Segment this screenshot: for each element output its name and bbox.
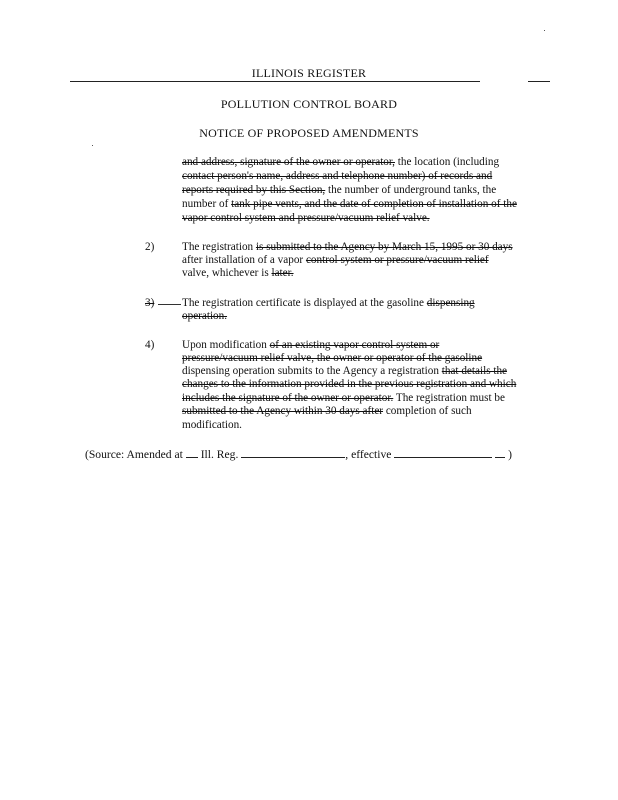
text: The registration must be — [393, 392, 505, 404]
item-4-line-2 — [182, 352, 482, 365]
page-blank — [241, 447, 345, 458]
item-2-line-1 — [182, 241, 513, 254]
text: The registration certificate is displayed at the gasoline — [182, 297, 427, 309]
source-close: ) — [508, 448, 513, 461]
item-2-line-3 — [182, 267, 294, 280]
struck-text: vapor control system and pressure/vacuum relief valve. — [182, 212, 430, 224]
item-4-line-3 — [182, 365, 507, 378]
text: dispensing operation submits to the Agency a registration — [182, 365, 442, 377]
continuation-line-1 — [182, 156, 499, 169]
item-3-number — [145, 297, 154, 310]
volume-blank — [186, 447, 198, 458]
item-4-line-6 — [182, 405, 472, 418]
source-effective: , effective — [345, 448, 392, 461]
board-title: POLLUTION CONTROL BOARD — [220, 97, 398, 111]
text: the location (including — [394, 156, 500, 168]
struck-text: and address, signature of the owner or operator, — [182, 156, 395, 168]
item-4-line-4 — [182, 378, 516, 391]
continuation-line-4 — [182, 198, 517, 211]
item-3-line-2 — [182, 310, 227, 323]
item-3-strike-dash — [158, 304, 181, 305]
register-title: ILLINOIS REGISTER — [251, 66, 367, 80]
item-4-line-5 — [182, 392, 505, 405]
source-note — [85, 447, 512, 461]
struck-text: dispensing — [426, 297, 475, 309]
text: the number of underground tanks, the — [325, 184, 497, 196]
scan-speck — [544, 30, 545, 31]
text: number of — [182, 198, 232, 210]
text: The registration — [182, 241, 256, 253]
header-rule — [70, 81, 480, 82]
struck-text: later. — [271, 267, 294, 279]
struck-text: operation. — [182, 310, 228, 322]
struck-text: tank pipe vents, and the date of completion of installation of the — [231, 198, 517, 210]
tail-blank — [495, 447, 505, 458]
item-2-line-2 — [182, 254, 489, 267]
scan-speck — [92, 145, 93, 146]
text: completion of such — [383, 405, 472, 417]
item-2-number: 2) — [145, 241, 155, 253]
text: valve, whichever is — [182, 267, 272, 279]
source-ill-reg: Ill. Reg. — [200, 448, 239, 461]
struck-text: pressure/vacuum relief valve, the owner or operator of the gasoline — [182, 352, 483, 364]
item-4-line-1 — [182, 339, 439, 352]
struck-text: contact person's name, address and telephone number) of records and — [182, 170, 493, 182]
source-prefix: (Source: Amended at — [85, 448, 183, 461]
item-4-line-7: modification. — [182, 419, 242, 431]
date-blank — [394, 447, 492, 458]
text: Upon modification — [182, 339, 270, 351]
struck-text: submitted to the Agency within 30 days after — [182, 405, 384, 417]
struck-text: changes to the information provided in the previous registration and which — [182, 378, 517, 390]
continuation-line-3 — [182, 184, 496, 197]
struck-text: includes the signature of the owner or operator. — [182, 392, 394, 404]
struck-text: that details the — [441, 365, 508, 377]
struck-text: control system or pressure/vacuum relief — [305, 254, 489, 266]
continuation-line-5 — [182, 212, 430, 225]
struck-text: reports required by this Section, — [182, 184, 326, 196]
item-3-line-1 — [182, 297, 475, 310]
continuation-line-2 — [182, 170, 492, 183]
struck-text: of an existing vapor control system or — [269, 339, 440, 351]
notice-title: NOTICE OF PROPOSED AMENDMENTS — [199, 126, 419, 140]
struck-text: 3) — [145, 297, 155, 309]
item-4-number: 4) — [145, 339, 155, 351]
text: after installation of a vapor — [182, 254, 306, 266]
struck-text: is submitted to the Agency by March 15, 1995 or 30 days — [255, 241, 513, 253]
header-rule-short — [528, 81, 550, 82]
